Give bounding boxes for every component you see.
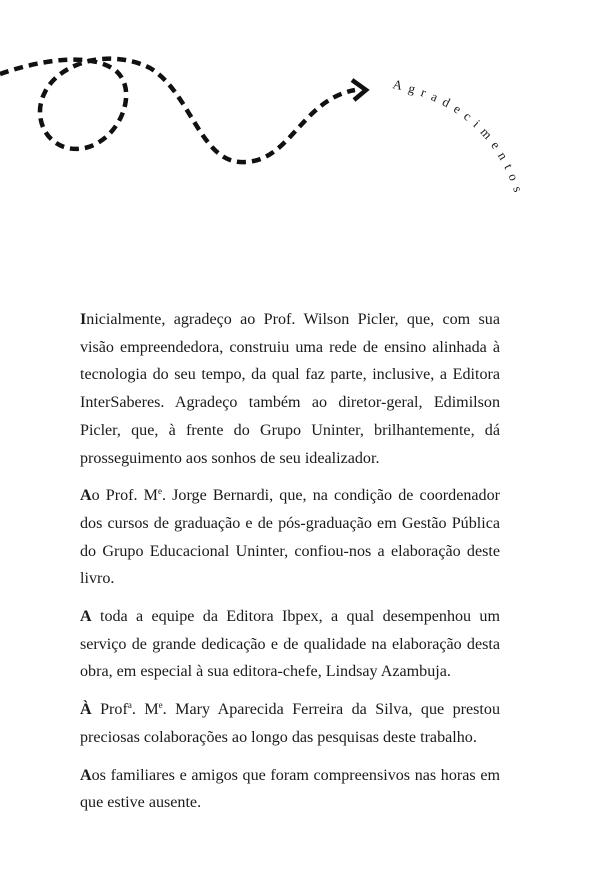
section-title: Agradecimentos <box>391 76 526 194</box>
paragraph-4: À Prof$^a$. Me. Mary Aparecida Ferreira da Silva, que prestou preciosas colaborações ao longo das pesquisas deste trabalho. <box>80 700 500 746</box>
paragraph-1: Inicialmente, agradeço ao Prof. Wilson Picler, que, com sua visão empreendedora, construiu uma rede de ensino alinhada à tecnologia do seu tempo, da qual faz parte, inclusive, a Editora InterSaberes. Agradeço também ao diretor-geral, Edimilson Picler, que, à frente do Grupo Uninter, brilhantemente, dá prosseguimento aos sonhos de seu idealizador. <box>80 311 500 467</box>
header-decoration <box>0 0 600 240</box>
paragraph-3: A toda a equipe da Editora Ibpex, a qual desempenhou um serviço de grande dedicação e de qualidade na elaboração desta obra, em especial à sua editora-chefe, Lindsay Azambuja. <box>80 608 500 681</box>
paragraph-5: Aos familiares e amigos que foram compreensivos nas horas em que estive ausente. <box>80 766 500 812</box>
paragraph-2: Ao Prof. Me. Jorge Bernardi, que, na condição de coordenador dos cursos de graduação e de pós-graduação em Gestão Pública do Grupo Educacional Uninter, confiou-nos a elaboração deste livro. <box>80 486 500 588</box>
acknowledgements-body <box>80 306 500 827</box>
dashed-loop-path <box>0 59 355 162</box>
